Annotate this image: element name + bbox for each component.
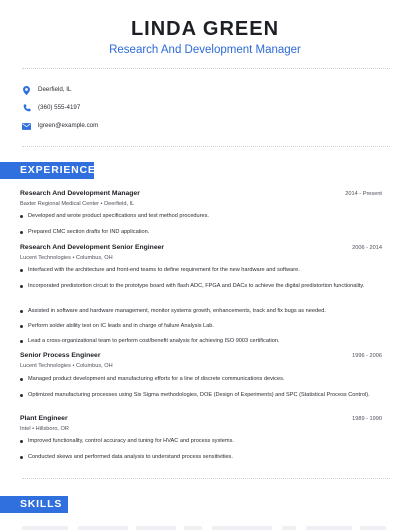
job-employer — [20, 362, 382, 371]
candidate-name: LINDA GREEN — [130, 18, 280, 40]
bullet-dot — [20, 325, 23, 328]
candidate-title: Research And Development Manager — [109, 44, 301, 56]
meta-separator: • — [72, 363, 75, 369]
location-text: Deerfield, IL — [38, 86, 72, 93]
skill-pill — [212, 526, 272, 530]
job-bullet: Perform solder ability test on IC leads and in charge of failure Analysis Lab. — [20, 322, 382, 330]
job-title: Research And Development Senior Engineer — [20, 244, 165, 251]
bullet-dot — [20, 310, 23, 313]
map-pin-icon — [22, 85, 31, 95]
skill-pill — [78, 526, 128, 530]
job-bullet: Conducted skews and performed data analysis to understand process sensitivities. — [20, 453, 382, 461]
phone-text: (360) 555-4197 — [38, 104, 81, 111]
job-dates: 1989 - 1990 — [352, 416, 382, 422]
resume-header — [0, 17, 410, 57]
job-bullet: Interfaced with the architecture and front-end teams to define requirement for the new hardware and software. — [20, 266, 382, 274]
bullet-dot — [20, 231, 23, 234]
meta-separator: • — [32, 426, 35, 432]
skill-pill — [136, 526, 176, 530]
job-title: Plant Engineer — [20, 415, 68, 422]
email-text: lgreen@example.com — [38, 122, 99, 129]
bullet-dot — [20, 215, 23, 218]
job-bullet: Prepared CMC section drafts for IND application. — [20, 228, 382, 236]
experience-divider — [22, 478, 390, 479]
bullet-dot — [20, 456, 23, 459]
email-icon — [22, 121, 31, 131]
contact-email — [22, 120, 98, 132]
skills-heading: SKILLS — [0, 496, 68, 513]
job-bullet: Assisted in software and hardware management, monitor systems growth, enhancements, track and fix bugs as needed. — [20, 307, 382, 315]
contact-divider — [22, 146, 390, 147]
job-employer — [20, 254, 382, 263]
job-title: Senior Process Engineer — [20, 352, 101, 359]
skill-pill — [306, 526, 352, 530]
job-entry — [20, 414, 382, 460]
header-divider — [22, 68, 390, 69]
skill-pill — [282, 526, 296, 530]
job-company: Baxter Regional Medical Center — [20, 201, 99, 207]
job-bullet: Developed and wrote product specifications and test method procedures. — [20, 212, 382, 220]
contact-phone — [22, 102, 80, 114]
job-bullet: Improved functionality, control accuracy and tuning for HVAC and process systems. — [20, 437, 382, 445]
bullet-dot — [20, 440, 23, 443]
job-bullet: Incorporated predistortion circuit to the prototype board with flash ADC, FPGA and DACs to achieve the digital predistortion functionality. — [20, 282, 382, 290]
meta-separator: • — [72, 255, 75, 261]
meta-separator: • — [100, 201, 103, 207]
job-bullet: Managed product development and manufacturing efforts for a line of discrete communications devices. — [20, 375, 382, 383]
job-company: Lucent Technologies — [20, 363, 71, 369]
skill-pill — [22, 526, 68, 530]
phone-icon — [22, 103, 31, 113]
job-entry — [20, 243, 382, 344]
experience-heading: EXPERIENCE — [0, 162, 94, 179]
job-location: Columbus, OH — [76, 255, 113, 261]
bullet-dot — [20, 394, 23, 397]
job-location: Hillsboro, OR — [35, 426, 69, 432]
bullet-dot — [20, 378, 23, 381]
skill-pill — [184, 526, 202, 530]
job-entry — [20, 351, 382, 398]
job-bullet: Optimized manufacturing processes using Six Sigma methodologies, DOE (Design of Experiments) and SPC (Statistical Process Control). — [20, 391, 382, 399]
job-entry — [20, 189, 382, 235]
job-company: Intel — [20, 426, 31, 432]
skill-pill — [360, 526, 386, 530]
job-location: Deerfield, IL — [104, 201, 135, 207]
job-employer — [20, 200, 382, 209]
bullet-dot — [20, 340, 23, 343]
job-company: Lucent Technologies — [20, 255, 71, 261]
bullet-dot — [20, 269, 23, 272]
job-title: Research And Development Manager — [20, 190, 140, 197]
job-dates: 2006 - 2014 — [352, 245, 382, 251]
contact-location — [22, 84, 71, 96]
bullet-dot — [20, 285, 23, 288]
job-bullet: Lead a cross-organizational team to perform cost/benefit analysis for achieving ISO 9003 certification. — [20, 337, 382, 345]
job-employer — [20, 425, 382, 434]
job-dates: 2014 - Present — [345, 191, 382, 197]
job-location: Columbus, OH — [76, 363, 113, 369]
job-dates: 1996 - 2006 — [352, 353, 382, 359]
